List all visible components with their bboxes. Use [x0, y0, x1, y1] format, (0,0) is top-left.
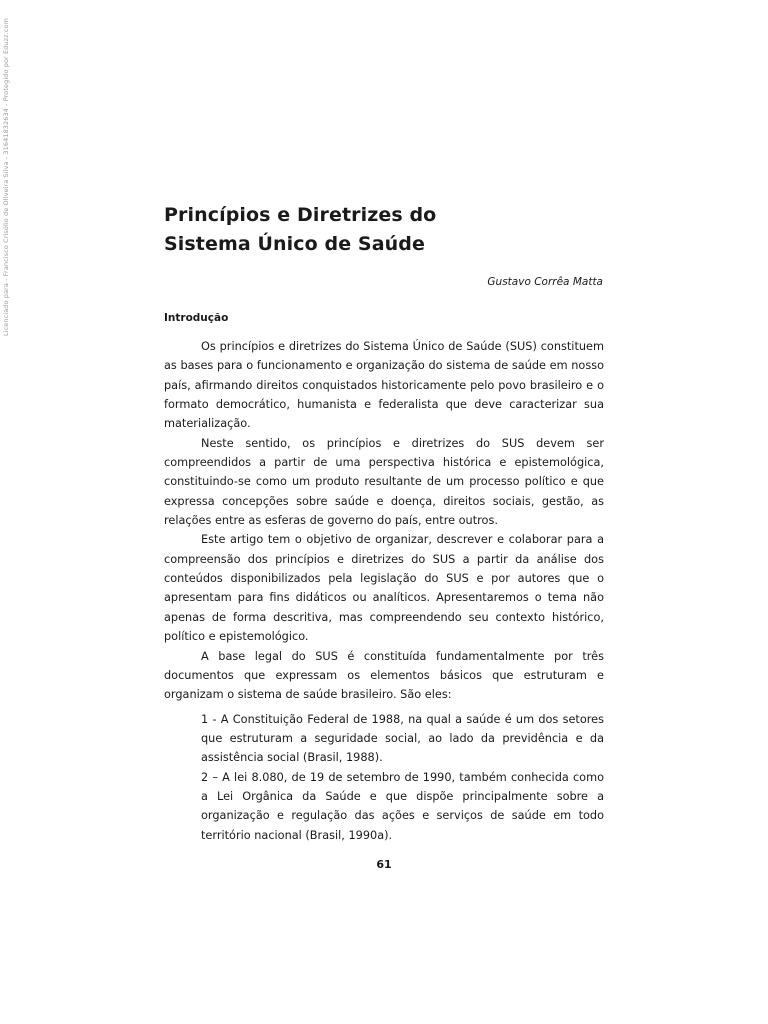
chapter-title-line-1: Princípios e Diretrizes do	[164, 204, 437, 226]
paragraph-4: A base legal do SUS é constituída fundamentalmente por três documentos que expressam os elementos básicos que estruturam e organizam o sistema de saúde brasileiro. São eles:	[164, 649, 604, 702]
author-name: Gustavo Corrêa Matta	[487, 276, 603, 288]
page-number: 61	[376, 858, 392, 871]
paragraph-2: Neste sentido, os princípios e diretrizes do SUS devem ser compreendidos a partir de uma perspectiva histórica e epistemológica, constituindo-se como um produto resultante de um processo político e que expressa concepções sobre saúde e doença, direitos sociais, gestão, as relações entre as esferas de governo do país, entre outros.	[164, 436, 604, 528]
list-item-1: 1 - A Constituição Federal de 1988, na qual a saúde é um dos setores que estruturam a seguridade social, ao lado da previdência e da assistência social (Brasil, 1988).	[201, 712, 604, 765]
chapter-title-line-2: Sistema Único de Saúde	[164, 233, 425, 255]
paragraph-1: Os princípios e diretrizes do Sistema Único de Saúde (SUS) constituem as bases para o funcionamento e organização do sistema de saúde em nosso país, afirmando direitos conquistados historicamente pelo povo brasileiro e o formato democrático, humanista e federalista que deve caracterizar sua materialização.	[164, 340, 604, 431]
section-heading-introducao: Introdução	[164, 312, 229, 324]
license-watermark: Licenciado para - Francisco Crisólio de Oliveira Silva - 31641832634 - Protegido por Eduzz.com	[2, 18, 10, 336]
list-item-2: 2 – A lei 8.080, de 19 de setembro de 1990, também conhecida como a Lei Orgânica da Saúde e que dispõe principalmente sobre a organização e regulação das ações e serviços de saúde em todo território nacional (Brasil, 1990a).	[201, 770, 604, 842]
paragraph-3: Este artigo tem o objetivo de organizar, descrever e colaborar para a compreensão dos princípios e diretrizes do SUS a partir da análise dos conteúdos disponibilizados pela legislação do SUS e por autores que o apresentam para fins didáticos ou analíticos. Apresentaremos o tema não apenas de forma descritiva, mas compreendendo seu contexto histórico, político e epistemológico.	[164, 533, 604, 644]
body-text	[164, 337, 604, 845]
chapter-title	[164, 201, 604, 259]
